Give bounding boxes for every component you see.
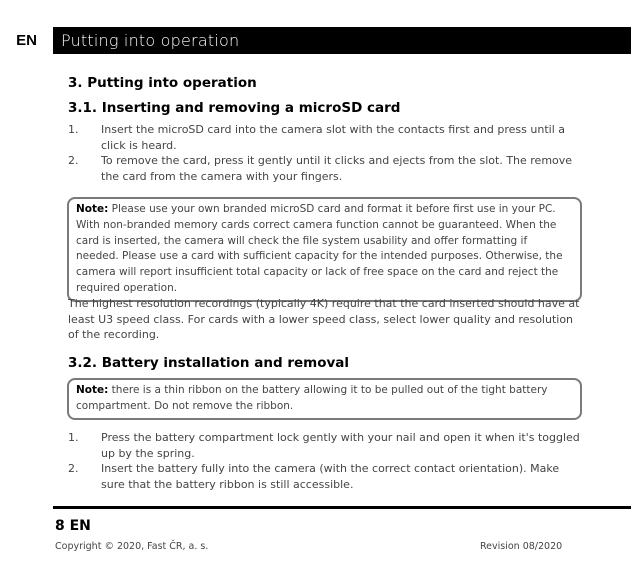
subsection-heading-battery: 3.2. Battery installation and removal [68,355,350,371]
subsection-heading-sd: 3.1. Inserting and removing a microSD card [68,100,401,116]
battery-steps-list [68,430,580,492]
revision-text: Revision 08/2020 [480,541,563,552]
step-number: 1. [68,431,79,444]
sd-steps-list [68,122,580,184]
footer-divider [53,506,631,509]
note-label: Note: [76,384,109,396]
sd-card-note [67,197,582,302]
step-number: 1. [68,123,79,136]
battery-note [67,378,582,420]
note-text: Please use your own branded microSD card and format it before first use in your PC. With non-branded memory cards correct camera function cannot be guaranteed. When the card is inserted, the camera will check the file system usability and offer formatting if needed. Please use a card with sufficient capacity for the intended purposes. Otherwise, the camera will report insufficient total capacity or lack of free space on the card and reject the required operation. [76,203,563,294]
page-number: 8 EN [55,518,91,534]
speed-class-paragraph: The highest resolution recordings (typically 4K) require that the card inserted should have at least U3 speed class. For cards with a lower speed class, select lower quality and resolution of the recording. [68,297,580,341]
list-item [68,153,580,184]
copyright-text: Copyright © 2020, Fast ČR, a. s. [55,541,209,552]
language-tag: EN [0,27,53,54]
step-text: Insert the battery fully into the camera (with the correct contact orientation). Make sure that the battery ribbon is still accessible. [101,462,560,491]
note-text: there is a thin ribbon on the battery allowing it to be pulled out of the tight battery compartment. Do not remove the ribbon. [76,384,548,412]
step-text: To remove the card, press it gently until it clicks and ejects from the slot. The remove the card from the camera with your fingers. [101,154,573,183]
list-item [68,461,580,492]
list-item [68,430,580,461]
step-text: Insert the microSD card into the camera slot with the contacts first and press until a click is heard. [101,123,565,152]
header-title: Putting into operation [53,27,631,54]
section-heading: 3. Putting into operation [68,75,257,91]
note-label: Note: [76,203,109,215]
step-number: 2. [68,462,79,475]
list-item [68,122,580,153]
step-text: Press the battery compartment lock gently with your nail and open it when it's toggled up by the spring. [101,431,580,460]
step-number: 2. [68,154,79,167]
